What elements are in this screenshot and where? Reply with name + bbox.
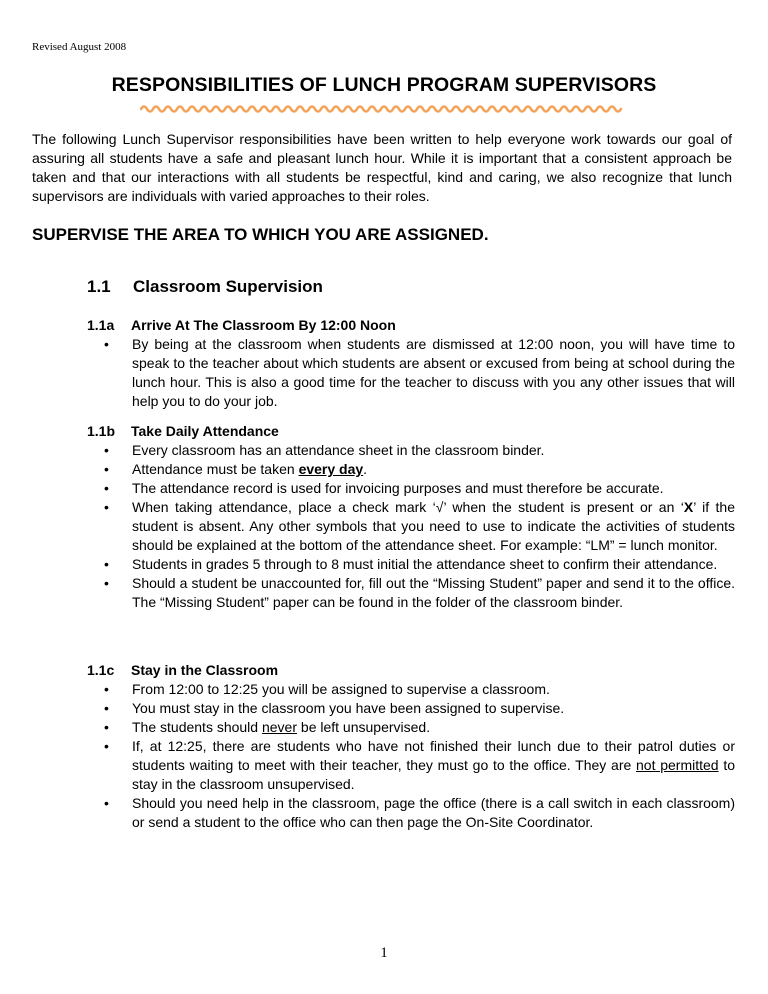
subsection-number: 1.1: [87, 277, 111, 296]
bullet-icon: •: [104, 795, 109, 811]
list-item: [104, 555, 735, 574]
list-item-text: Should a student be unaccounted for, fill out the “Missing Student” paper and send it to the office. The “Missing Student” paper can be found in the folder of the classroom binder.: [132, 575, 735, 610]
list-item: [104, 574, 735, 612]
bullet-list-1-1c: [104, 680, 735, 832]
list-item-text: When taking attendance, place a check mark ‘√’ when the student is present or an ‘: [132, 499, 684, 515]
subsection-title: Classroom Supervision: [133, 277, 323, 296]
list-item: [104, 335, 735, 411]
list-item-text: be left unsupervised.: [297, 719, 431, 735]
list-item: [104, 460, 735, 479]
item-number: 1.1b: [87, 423, 116, 439]
list-item-text: .: [363, 461, 368, 477]
item-title: Take Daily Attendance: [131, 423, 279, 439]
item-number: 1.1a: [87, 317, 115, 333]
list-item-text: The students should: [132, 719, 262, 735]
document-title: RESPONSIBILITIES OF LUNCH PROGRAM SUPERVISORS: [111, 74, 657, 96]
list-item-text: ’ if the student is absent. Any other symbols that you need to use to indicate the activities of students should be explained at the bottom of the attendance sheet. For example: “LM” = lunch monitor.: [132, 499, 735, 553]
list-item-text: By being at the classroom when students are dismissed at 12:00 noon, you will have time to speak to the teacher about which students are absent or excused from being at school during the lunch hour. This is also a good time for the teacher to discuss with you any other issues that will help you to do your job.: [132, 336, 735, 409]
list-item-text: Students in grades 5 through to 8 must initial the attendance sheet to confirm their attendance.: [132, 556, 718, 572]
revision-date: Revised August 2008: [32, 41, 127, 53]
bullet-icon: •: [104, 556, 109, 572]
list-item: [104, 479, 735, 498]
list-item-text: You must stay in the classroom you have been assigned to supervise.: [132, 700, 565, 716]
bullet-icon: •: [104, 480, 109, 496]
bullet-icon: •: [104, 681, 109, 697]
list-item-text: The attendance record is used for invoicing purposes and must therefore be accurate.: [132, 480, 664, 496]
emphasis-text: not permitted: [636, 757, 719, 773]
list-item-text: Every classroom has an attendance sheet in the classroom binder.: [132, 442, 545, 458]
list-item: [104, 498, 735, 555]
intro-paragraph: The following Lunch Supervisor responsibilities have been written to help everyone work towards our goal of assuring all students have a safe and pleasant lunch hour. While it is important that a consistent approach be taken and that our interactions with all students be respectful, kind and caring, we also recognize that lunch supervisors are individuals with varied approaches to their roles.: [32, 131, 732, 204]
emphasis-text: never: [261, 719, 298, 735]
bullet-icon: •: [104, 499, 109, 515]
bullet-icon: •: [104, 336, 109, 352]
bullet-list-1-1a: [104, 335, 735, 411]
list-item: [104, 718, 735, 737]
item-number: 1.1c: [87, 662, 115, 678]
decorative-squiggle-divider: [140, 104, 631, 114]
section-heading: SUPERVISE THE AREA TO WHICH YOU ARE ASSIGNED.: [32, 225, 489, 244]
emphasis-text: every day: [298, 461, 364, 477]
bullet-icon: •: [104, 738, 109, 754]
list-item-text: Should you need help in the classroom, page the office (there is a call switch in each classroom) or send a student to the office who can then page the On-Site Coordinator.: [132, 795, 735, 830]
item-title: Stay in the Classroom: [131, 662, 279, 678]
bullet-list-1-1b: [104, 441, 735, 612]
absent-mark: X: [683, 499, 694, 515]
list-item-text: Attendance must be taken: [132, 461, 299, 477]
bullet-icon: •: [104, 461, 109, 477]
item-heading-1-1c: [87, 661, 278, 680]
list-item: [104, 794, 735, 832]
list-item: [104, 680, 735, 699]
list-item: [104, 737, 735, 794]
list-item-text: to stay in the classroom unsupervised.: [132, 757, 735, 792]
bullet-icon: •: [104, 700, 109, 716]
bullet-icon: •: [104, 442, 109, 458]
list-item-text: From 12:00 to 12:25 you will be assigned to supervise a classroom.: [132, 681, 550, 697]
subsection-heading: [87, 277, 323, 297]
list-item: [104, 699, 735, 718]
item-title: Arrive At The Classroom By 12:00 Noon: [131, 317, 396, 333]
page-number: 1: [380, 945, 388, 961]
bullet-icon: •: [104, 719, 109, 735]
item-heading-1-1a: [87, 316, 396, 335]
list-item: [104, 441, 735, 460]
list-item-text: If, at 12:25, there are students who have not finished their lunch due to their patrol duties or students waiting to meet with their teacher, they must go to the office. They are: [132, 738, 735, 773]
bullet-icon: •: [104, 575, 109, 591]
item-heading-1-1b: [87, 422, 279, 441]
